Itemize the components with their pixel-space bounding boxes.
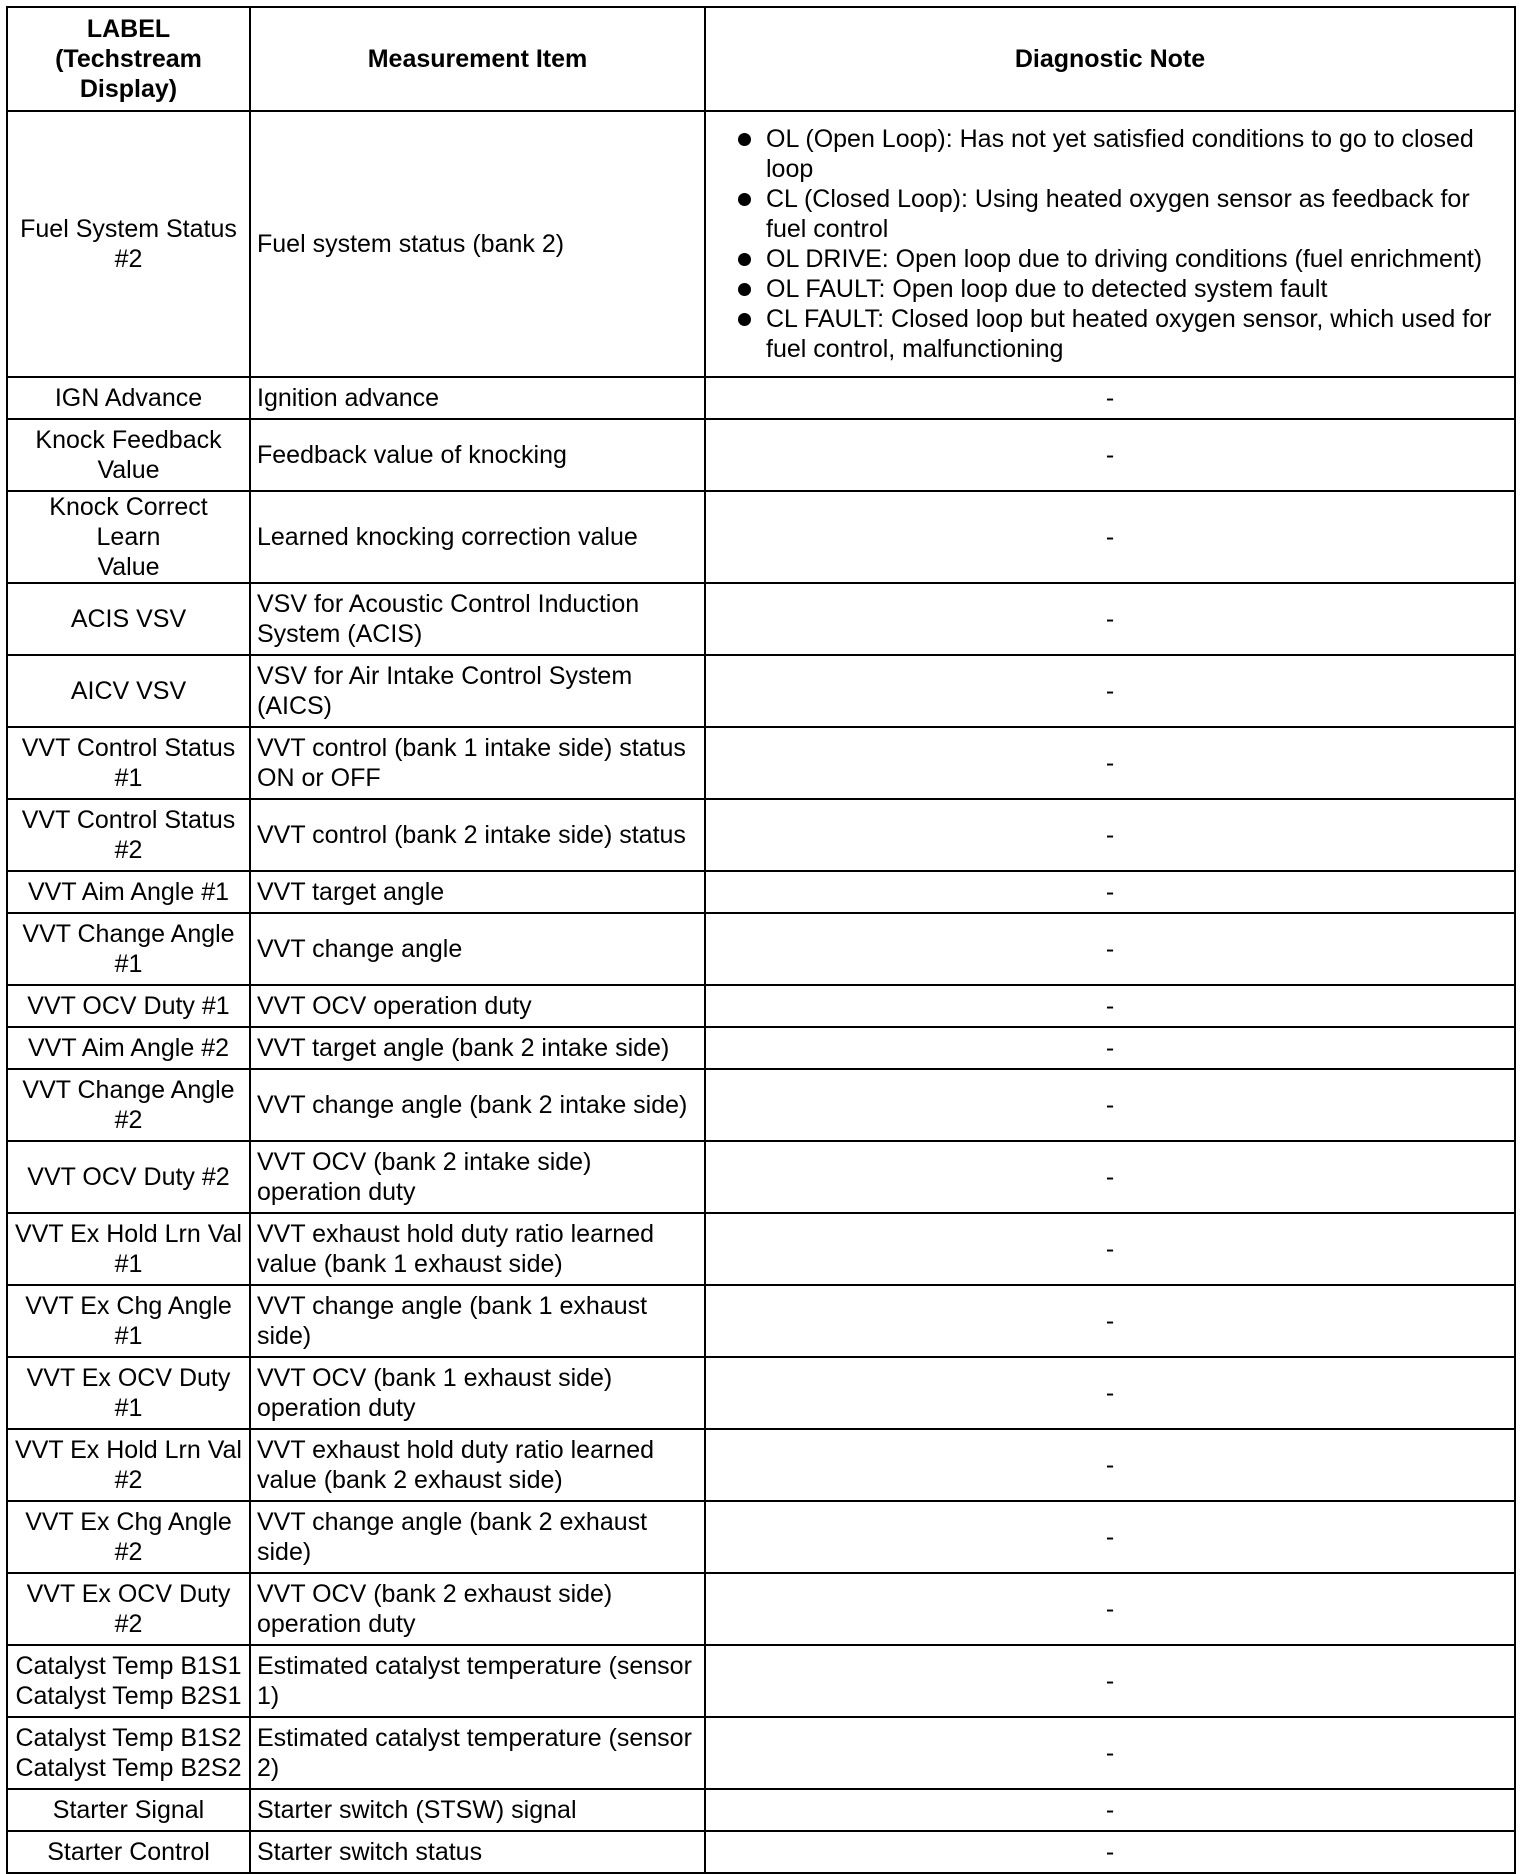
row-diagnostic-note: - bbox=[705, 871, 1515, 913]
row-diagnostic-note bbox=[705, 111, 1515, 377]
table-row bbox=[7, 1717, 1515, 1789]
table-row bbox=[7, 727, 1515, 799]
row-diagnostic-note: - bbox=[705, 655, 1515, 727]
row-label bbox=[7, 377, 250, 419]
table-row-fuel-system-status bbox=[7, 111, 1515, 377]
row-measurement-item: Estimated catalyst temperature (sensor 2) bbox=[250, 1717, 705, 1789]
row-label-text: Catalyst Temp B1S1 Catalyst Temp B2S1 bbox=[15, 1652, 242, 1710]
row-label bbox=[7, 583, 250, 655]
bullet-item: OL DRIVE: Open loop due to driving conditions (fuel enrichment) bbox=[712, 244, 1504, 274]
row-measurement-item: VVT exhaust hold duty ratio learned value (bank 2 exhaust side) bbox=[250, 1429, 705, 1501]
row-measurement-item: VVT OCV (bank 2 intake side) operation duty bbox=[250, 1141, 705, 1213]
row-measurement-item: VVT OCV operation duty bbox=[250, 985, 705, 1027]
row-label bbox=[7, 1645, 250, 1717]
row-diagnostic-note: - bbox=[705, 1069, 1515, 1141]
row-label-text: VVT Aim Angle #2 bbox=[27, 1034, 230, 1062]
row-label-text: Starter Control bbox=[47, 1838, 210, 1866]
row-diagnostic-note: - bbox=[705, 1831, 1515, 1873]
row-label-text: IGN Advance bbox=[54, 384, 203, 412]
row-measurement-item: Estimated catalyst temperature (sensor 1) bbox=[250, 1645, 705, 1717]
row-label bbox=[7, 1069, 250, 1141]
row-label-text: VVT Ex Chg Angle #1 bbox=[25, 1292, 232, 1350]
table-row bbox=[7, 491, 1515, 583]
row-label bbox=[7, 1573, 250, 1645]
table-row bbox=[7, 583, 1515, 655]
row-diagnostic-note: - bbox=[705, 985, 1515, 1027]
header-label: LABEL (Techstream Display) bbox=[7, 7, 250, 111]
row-diagnostic-note: - bbox=[705, 491, 1515, 583]
row-label-text: VVT Change Angle #2 bbox=[22, 1076, 235, 1134]
row-label-text: VVT Change Angle #1 bbox=[22, 920, 235, 978]
row-diagnostic-note: - bbox=[705, 1429, 1515, 1501]
row-label bbox=[7, 655, 250, 727]
row-label bbox=[7, 1717, 250, 1789]
bullet-item: OL (Open Loop): Has not yet satisfied conditions to go to closed loop bbox=[712, 124, 1504, 184]
row-measurement-item: VVT target angle (bank 2 intake side) bbox=[250, 1027, 705, 1069]
row-label bbox=[7, 1285, 250, 1357]
row-label bbox=[7, 871, 250, 913]
bullet-item: OL FAULT: Open loop due to detected system fault bbox=[712, 274, 1504, 304]
row-label bbox=[7, 985, 250, 1027]
row-label-text: Knock Feedback Value bbox=[35, 426, 222, 484]
table-row bbox=[7, 1141, 1515, 1213]
table-row bbox=[7, 377, 1515, 419]
table-row bbox=[7, 1501, 1515, 1573]
row-measurement-item: VVT target angle bbox=[250, 871, 705, 913]
row-diagnostic-note: - bbox=[705, 1027, 1515, 1069]
row-diagnostic-note: - bbox=[705, 419, 1515, 491]
header-diagnostic-note: Diagnostic Note bbox=[705, 7, 1515, 111]
bullet-item: CL FAULT: Closed loop but heated oxygen sensor, which used for fuel control, malfunctioning bbox=[712, 304, 1504, 364]
row-measurement-item: VVT OCV (bank 1 exhaust side) operation duty bbox=[250, 1357, 705, 1429]
table-row bbox=[7, 1069, 1515, 1141]
row-measurement-item: VVT control (bank 2 intake side) status bbox=[250, 799, 705, 871]
table-row bbox=[7, 1357, 1515, 1429]
table-row bbox=[7, 655, 1515, 727]
row-label-text: Starter Signal bbox=[52, 1796, 205, 1824]
row-label bbox=[7, 799, 250, 871]
row-measurement-item: VVT change angle (bank 2 intake side) bbox=[250, 1069, 705, 1141]
row-measurement-item: VVT change angle (bank 1 exhaust side) bbox=[250, 1285, 705, 1357]
table-row bbox=[7, 1573, 1515, 1645]
row-measurement-item: VVT OCV (bank 2 exhaust side) operation duty bbox=[250, 1573, 705, 1645]
header-measurement-item: Measurement Item bbox=[250, 7, 705, 111]
table-row bbox=[7, 1645, 1515, 1717]
row-measurement-item: Fuel system status (bank 2) bbox=[250, 111, 705, 377]
row-measurement-item: VSV for Air Intake Control System (AICS) bbox=[250, 655, 705, 727]
diagnostic-data-table bbox=[6, 6, 1516, 1874]
row-diagnostic-note: - bbox=[705, 727, 1515, 799]
row-measurement-item: VVT change angle (bank 2 exhaust side) bbox=[250, 1501, 705, 1573]
row-label bbox=[7, 1213, 250, 1285]
table-row bbox=[7, 1285, 1515, 1357]
row-label bbox=[7, 1027, 250, 1069]
table-row bbox=[7, 1027, 1515, 1069]
table-row bbox=[7, 913, 1515, 985]
table-row bbox=[7, 1213, 1515, 1285]
table-row bbox=[7, 871, 1515, 913]
header-row bbox=[7, 7, 1515, 111]
row-measurement-item: Ignition advance bbox=[250, 377, 705, 419]
row-label bbox=[7, 1357, 250, 1429]
table-row bbox=[7, 1831, 1515, 1873]
row-diagnostic-note: - bbox=[705, 913, 1515, 985]
row-diagnostic-note: - bbox=[705, 799, 1515, 871]
row-label bbox=[7, 419, 250, 491]
row-measurement-item: VVT change angle bbox=[250, 913, 705, 985]
table-row bbox=[7, 799, 1515, 871]
row-label-text: VVT Control Status #2 bbox=[21, 806, 236, 864]
row-label-text: VVT OCV Duty #2 bbox=[27, 1163, 230, 1191]
row-measurement-item: VSV for Acoustic Control Induction System (ACIS) bbox=[250, 583, 705, 655]
row-label bbox=[7, 1789, 250, 1831]
row-diagnostic-note: - bbox=[705, 1285, 1515, 1357]
row-label-text: VVT Control Status #1 bbox=[21, 734, 236, 792]
row-label bbox=[7, 1501, 250, 1573]
row-measurement-item: Feedback value of knocking bbox=[250, 419, 705, 491]
row-measurement-item: Starter switch status bbox=[250, 1831, 705, 1873]
row-label bbox=[7, 491, 250, 583]
row-label-text: VVT Ex OCV Duty #2 bbox=[26, 1580, 231, 1638]
table-row bbox=[7, 419, 1515, 491]
row-label bbox=[7, 1429, 250, 1501]
bullet-item: CL (Closed Loop): Using heated oxygen sensor as feedback for fuel control bbox=[712, 184, 1504, 244]
row-label-text: Knock Correct Learn Value bbox=[49, 493, 208, 581]
row-label-text: VVT Ex Hold Lrn Val #2 bbox=[15, 1436, 242, 1494]
row-label-text: VVT OCV Duty #1 bbox=[27, 992, 230, 1020]
row-diagnostic-note: - bbox=[705, 583, 1515, 655]
table-row bbox=[7, 1429, 1515, 1501]
row-diagnostic-note: - bbox=[705, 377, 1515, 419]
row-label bbox=[7, 1141, 250, 1213]
row-label-text: VVT Ex Chg Angle #2 bbox=[25, 1508, 232, 1566]
row-label-text: VVT Aim Angle #1 bbox=[27, 878, 230, 906]
table-row bbox=[7, 1789, 1515, 1831]
table-row bbox=[7, 985, 1515, 1027]
row-label: Fuel System Status #2 bbox=[7, 111, 250, 377]
row-diagnostic-note: - bbox=[705, 1573, 1515, 1645]
fuel-status-bullet-list bbox=[712, 124, 1508, 364]
row-label bbox=[7, 913, 250, 985]
row-diagnostic-note: - bbox=[705, 1213, 1515, 1285]
row-label-text: VVT Ex Hold Lrn Val #1 bbox=[15, 1220, 242, 1278]
row-diagnostic-note: - bbox=[705, 1717, 1515, 1789]
row-measurement-item: VVT control (bank 1 intake side) status ON or OFF bbox=[250, 727, 705, 799]
row-measurement-item: VVT exhaust hold duty ratio learned value (bank 1 exhaust side) bbox=[250, 1213, 705, 1285]
row-measurement-item: Learned knocking correction value bbox=[250, 491, 705, 583]
row-diagnostic-note: - bbox=[705, 1645, 1515, 1717]
row-diagnostic-note: - bbox=[705, 1789, 1515, 1831]
row-label bbox=[7, 727, 250, 799]
row-diagnostic-note: - bbox=[705, 1501, 1515, 1573]
row-label-text: Catalyst Temp B1S2 Catalyst Temp B2S2 bbox=[15, 1724, 242, 1782]
row-measurement-item: Starter switch (STSW) signal bbox=[250, 1789, 705, 1831]
row-label bbox=[7, 1831, 250, 1873]
row-label-text: VVT Ex OCV Duty #1 bbox=[26, 1364, 231, 1422]
row-label-text: ACIS VSV bbox=[70, 605, 187, 633]
row-diagnostic-note: - bbox=[705, 1141, 1515, 1213]
row-label-text: AICV VSV bbox=[70, 677, 187, 705]
row-diagnostic-note: - bbox=[705, 1357, 1515, 1429]
